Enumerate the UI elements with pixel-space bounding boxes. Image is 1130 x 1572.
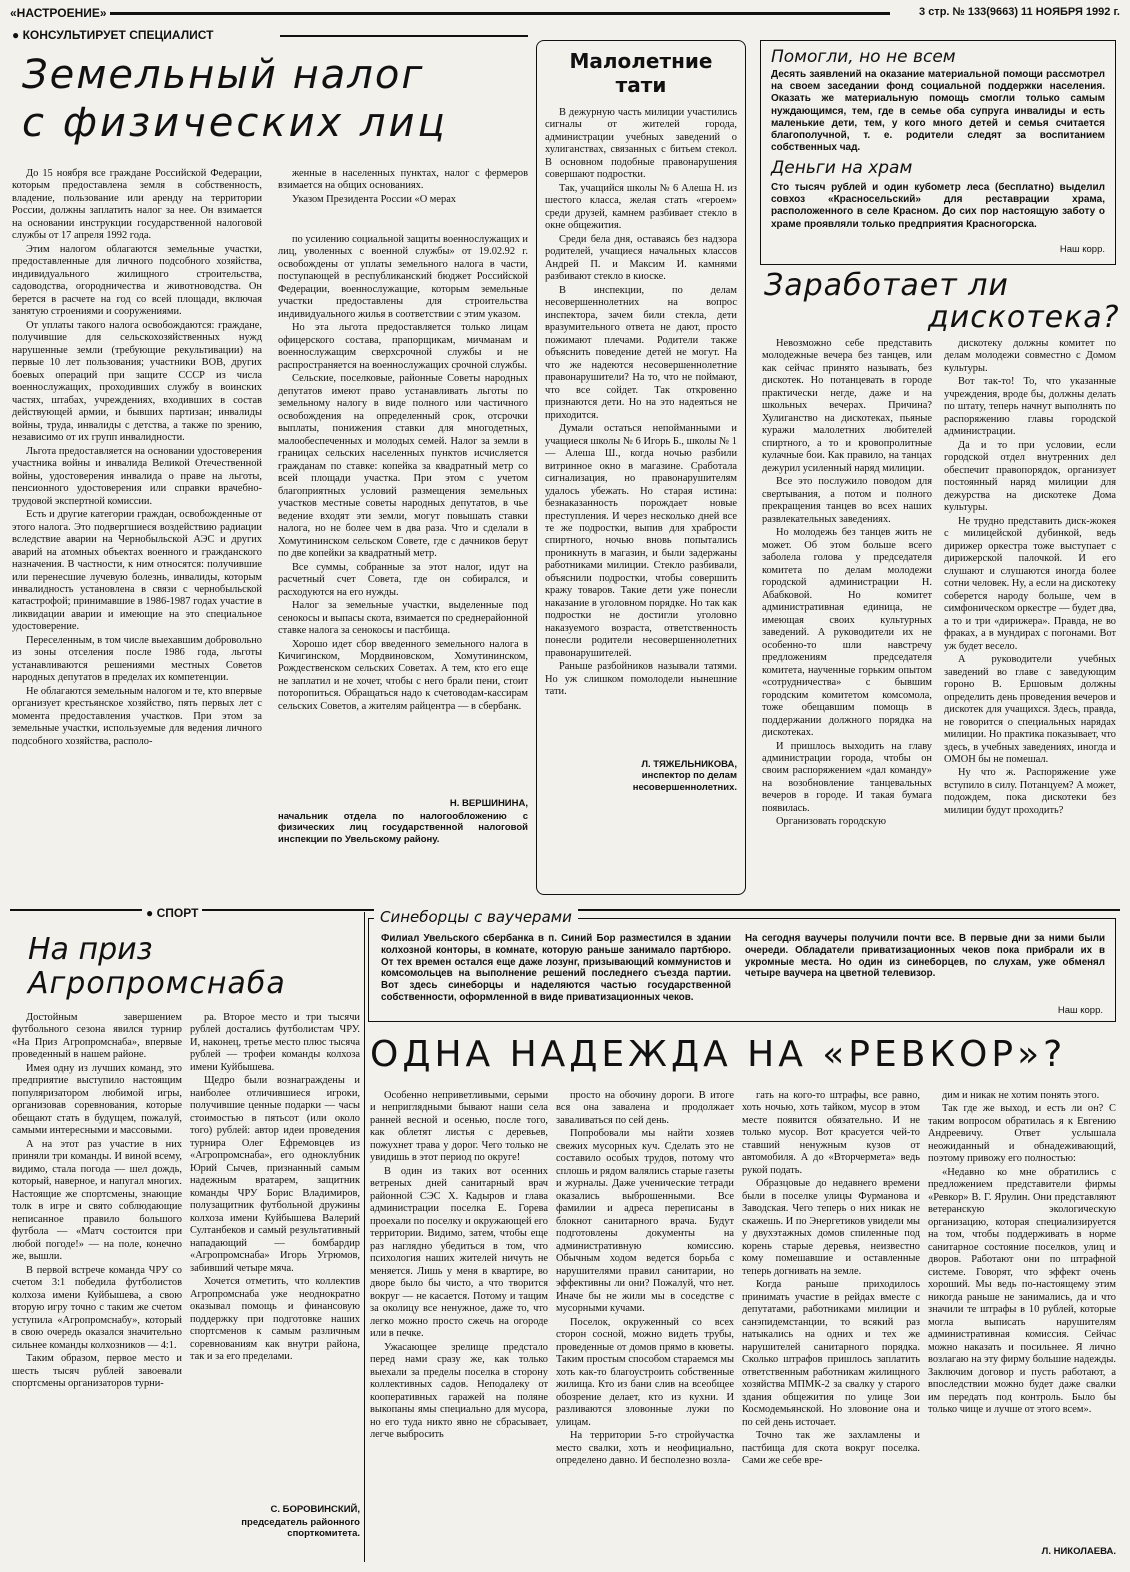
paragraph: Раньше разбойников называли татями. Но уж слишком помолодели нынешние тати. xyxy=(545,661,737,698)
sineb-text-1: Филиал Увельского сбербанка в п. Синий Бор разместился в здании колхозной конторы, в комнате, которую раньше занимало партбюро. От тех времен остался еще даже лозунг, призывающий коммунистов и комсомольцев на выполнение решений последнего съезда партии. Вот здесь синеборцы и наделяются частью государственной собственности, оформленной в виде приватизационных чеков. xyxy=(381,933,731,1003)
paragraph: Но молодежь без танцев жить не может. Об этом больше всего заболела голова у председателя комитета по делам молодежи городской администрации Н. Абабковой. Но комитет административная единица, не имеющая своих культурных заведений. А руководители их не особенно-то шли навстречу предложениям председателя комитета, наученные горьким опытом «сотрудничества» с бывшим городским комитетом комсомола, тоже обещавшим помощь в поддержании должного порядка на дискотеках. xyxy=(762,527,932,739)
tax-column-1 xyxy=(12,168,262,900)
sport-signature-name: С. БОРОВИНСКИЙ, xyxy=(270,1504,360,1515)
paragraph: В первой встрече команда ЧРУ со счетом 3:1 победила футболистов колхоза имени Куйбышева, а свою вторую игру точно с таким же счетом уступила «Агропромснабу», который в свою очередь оказался значительно сильнее команды колхозников — 4:1. xyxy=(12,1264,182,1351)
paragraph: Имея одну из лучших команд, это предприятие выступило настоящим популяризатором любимой игры, организовав соревнования, которые обещают стать в будущем, пожалуй, самыми интересными и массовыми. xyxy=(12,1062,182,1137)
paragraph: На территории 5-го стройучастка место свалки, хоть и неофициально, определено давно. И бесполезно возла- xyxy=(556,1430,734,1467)
tax-title-line2: с физических лиц xyxy=(22,100,448,146)
paragraph: Указом Президента России «О мерах xyxy=(292,193,457,205)
paragraph: по усилению социальной защиты военнослужащих и лиц, уволенных с военной службы» от 19.02.92 г. освобождены от уплаты земельного налога в части, поступающей в республиканский бюджет Российской Федерации, военнослужащие, которым земельные участки предоставлены для строительства индивидуального жилья в соответствии с этим указом. xyxy=(278,234,528,320)
disco-column-2 xyxy=(944,338,1116,898)
revkor-column-3 xyxy=(742,1090,920,1566)
sport-title-line1: На приз xyxy=(28,932,153,967)
paragraph: Организовать городскую xyxy=(776,816,886,828)
temple-text: Сто тысяч рублей и один кубометр леса (бесплатно) выделил совхоз «Красносельский» для реставрации храма, расположенного в селе Красном. До сих пор настоящую заботу о храме проявляли только предприятия Красногорска. xyxy=(771,182,1105,230)
sineb-signature: Наш корр. xyxy=(1057,1005,1103,1016)
paragraph: Переселенным, в том числе выехавшим добровольно из зоны отселения после 1986 года, льготы устанавливаются решениями местных Советов народных депутатов в пределах их компетенции. xyxy=(12,634,262,684)
paragraph: В инспекции, по делам несовершеннолетних на вопрос инспектора, зачем били стекла, дети вразумительного ответа не дают, просто пожимают плечами. Родители также объяснить поведение детей не могут. На что же надеются несовершеннолетние правонарушители? На то, что не поймают, что все сойдет. Так откровенно признаются дети. Но на это надеяться не приходится. xyxy=(545,284,737,421)
paragraph: Точно так же захламлены и пастбища для скота вокруг поселка. Сами же себе вре- xyxy=(742,1430,920,1467)
tati-title-line2: тати xyxy=(615,73,667,97)
tati-title-line1: Малолетние xyxy=(569,49,713,73)
sport-column-2 xyxy=(190,1012,360,1500)
temple-title: Деньги на храм xyxy=(771,158,913,178)
revkor-column-4 xyxy=(928,1090,1116,1542)
tax-rubric: ● КОНСУЛЬТИРУЕТ СПЕЦИАЛИСТ xyxy=(12,28,214,42)
paragraph: Так где же выход, и есть ли он? С таким вопросом обратилась я к Евгению Андреевичу. Ответ услышала неожиданный и обнадеживающий, поэтому привожу его полностью: xyxy=(928,1103,1116,1165)
paragraph: Таким образом, первое место и шесть тысяч рублей завоевали спортсмены организаторов турни- xyxy=(12,1353,182,1390)
tax-rubric-rule xyxy=(280,35,528,37)
sineb-box xyxy=(368,918,1116,1022)
paragraph: Но эта льгота предоставляется только лицам офицерского состава, прапорщикам, мичманам и военнослужащим сверхсрочной службы и не распространяется на военнослужащих срочной службы. xyxy=(278,322,528,371)
paragraph: ра. Второе место и три тысячи рублей достались футболистам ЧРУ. И, наконец, третье место плюс тысяча рублей — трофеи команды колхоза имени Куйбышева. xyxy=(190,1012,360,1073)
paragraph: Невозможно себе представить молодежные вечера без танцев, или как сейчас принято называть, без дискотек. Но потанцевать в городе практически негде, даже и на школьных вечерах. Причина? Хулиганство на дискотеках, пьяные куражи малолетних любителей спиртного, а то и кровопролитные кулачные бои. Как правило, на танцах дежурил усиленный наряд милиции. xyxy=(762,338,932,474)
paragraph: дискотеку должны комитет по делам молодежи совместно с Домом культуры. xyxy=(944,338,1116,374)
paragraph: Ужасающее зрелище предстало перед нами сразу же, как только выехали за пределы поселка в сторону коллективных садов. Неподалеку от кооперативных гаражей на поляне выкопаны ямы специально для мусора, но его туда никто явно не сбрасывает, легче выбросить xyxy=(370,1341,548,1441)
paragraph: Не трудно представить диск-жокея с милицейской дубинкой, ведь дирижер оркестра тоже выступает с дирижерской палочкой. И его слушают и слушаются иногда более сотни человек. Ну, а если на дискотеку соберется народу больше, чем в симфоническом оркестре — будет два, а то и три «дирижера». Правда, не во фраках, а в мундирах с погонами. Вот уж будет весело. xyxy=(944,515,1116,652)
tati-box xyxy=(536,40,746,895)
paragraph: Этим налогом облагаются земельные участки, предоставленные для личного подсобного хозяйства, индивидуального жилищного строительства, садоводства, огородничества и животноводства. Он берется в расчете на год со всей площади, включая занятую строениями и сооружениями. xyxy=(12,243,262,318)
paragraph: В один из таких вот осенних ветреных дней санитарный врач районной СЭС Х. Кадыров и глава администрации поселка Е. Горева проехали по поселку и окружающей его территории. Видимо, затем, чтобы еще раз наглядно убедиться в том, что психология наших жителей ничуть не меняется. Лишь у меня в квартире, во дворе было бы чисто, а что творится вокруг — не касается. Потому и тащим за околицу все ненужное, даже то, что легко можно просто сжечь на огороде или в печке. xyxy=(370,1165,548,1340)
revkor-column-2 xyxy=(556,1090,734,1566)
paragraph: В дежурную часть милиции участились сигналы от жителей города, администрации учебных заведений о хулиганствах, связанных с битьем стекол. В основном подобные правонарушения совершают подростки. xyxy=(545,107,737,181)
paragraph: Попробовали мы найти хозяев свежих мусорных куч. Сделать это не составило особых трудов, потому что сплошь и рядом валялись старые газеты и журналы. Даже ученические тетради оказались выброшенными. Все фамилии и адреса переписаны в блокнот санитарного врача. Будут подготовлены документы на административную комиссию. Обычным ходом ведется борьба с нарушителями правил санитарии, но эффективны ли они? Пожалуй, что нет. Иначе бы не жили мы в соседстве с мусорными кучами. xyxy=(556,1128,734,1315)
paragraph: женные в населенных пунктах, налог с фермеров взимается на общих основаниях. xyxy=(278,168,528,192)
help-title: Помогли, но не всем xyxy=(771,47,956,67)
paragraph: Достойным завершением футбольного сезона явился турнир «На Приз Агропромснаба», впервые проведенный в нашем районе. xyxy=(12,1012,182,1061)
paragraph: Налог за земельные участки, выделенные под сенокосы и выпасы скота, взимается по среднерайонной ставке налога за сенокосы и пастбища. xyxy=(278,600,528,637)
paragraph: просто на обочину дороги. В итоге вся она завалена и продолжает заваливаться по сей день. xyxy=(556,1090,734,1126)
paragraph: Хочется отметить, что коллектив Агропромснаба уже неоднократно оказывал помощь и финансовую поддержку при подготовке наших спортсменов к самым различным соревнованиям как внутри района, так и за его пределами. xyxy=(190,1276,360,1363)
revkor-title: ОДНА НАДЕЖДА НА «РЕВКОР»? xyxy=(370,1034,1067,1075)
tati-text xyxy=(545,107,737,757)
tati-signature-role: инспектор по делам несовершеннолетних. xyxy=(632,770,737,793)
paragraph: От уплаты такого налога освобождаются: граждане, получившие для сельскохозяйственных нужд нарушенные земли (требующие рекультивации) на первые 10 лет пользования; участники ВОВ, других боевых операций при защите СССР из числа военнослужащих, проходивших службу в воинских частях, штабах, учреждениях, входивших в состав действующей армии, и бывших партизан; инвалиды войны, труда, инвалиды с детства, а также по зрению, независимо от их групп инвалидности. xyxy=(12,319,262,444)
paragraph: Сельские, поселковые, районные Советы народных депутатов имеют право устанавливать льготы по земельному налогу в виде полного или частичного освобождения на определенный срок, отсрочки выплаты, понижения ставки для многодетных, малообеспеченных и молодых семей. Налог за земли в границах сельских населенных пунктов исчисляется гражданам по ставке: копейка за квадратный метр со всей площади участка. При этом с учетом благоприятных условий размещения земельных участков местные советы народных депутатов, в чье ведение входят эти земли, могут повышать ставки налога, но не более чем в два раза. Что и сделали в Хомутининском сельском Совете, где с дачников берут по две копейки за квадратный метр. xyxy=(278,373,528,560)
revkor-signature: Л. НИКОЛАЕВА. xyxy=(1041,1546,1116,1557)
paragraph: Образцовые до недавнего времени были в поселке улицы Фурманова и Заводская. Чего теперь о них никак не скажешь. И по Энергетиков увидели мы у двухэтажных домов спиленные под корень старые деревья, неизвестно кому помешавшие и оставленные теперь догнивать на земле. xyxy=(742,1178,920,1277)
paragraph: Есть и другие категории граждан, освобожденные от этого налога. Это подвергшиеся воздействию радиации вследствие аварии на Чернобыльской АЭС и других аварий на атомных объектах военного и гражданского назначения. В частности, к ним относятся: получившие или перенесшие лучевую болезнь, инвалиды, которым инвалидность установлена в связи с чернобыльской катастрофой; принимавшие в 1986-1987 годах участие в ликвидации аварии и имеющие на это специальное удостоверение. xyxy=(12,509,262,633)
paragraph: Все это послужило поводом для свертывания, а потом и полного прекращения танцев во всех наших развлекательных заведениях. xyxy=(762,476,932,525)
tax-title-line1: Земельный налог xyxy=(22,52,425,98)
help-text: Десять заявлений на оказание материальной помощи рассмотрел на своем заседании фонд социальной поддержки населения. Оказать же материальную помощь смогли только самым нуждающимся, тем, где в семье оба супруга инвалиды и есть маленькие дети, тем, у кого много детей и семья считается благополучной, т. е. родители следят за воспитанием собственных чад. xyxy=(771,69,1105,154)
help-box xyxy=(760,40,1116,265)
disco-title-line1: Заработает ли xyxy=(764,268,1009,303)
paragraph: Среди бела дня, оставаясь без надзора родителей, учащиеся начальных классов Андрей П. и Максим И. камнями разбивают стекло в киоске. xyxy=(545,233,737,283)
tax-column-2a xyxy=(278,168,528,226)
tati-signature-name: Л. ТЯЖЕЛЬНИКОВА, xyxy=(641,759,737,770)
paragraph: Думали остаться непойманными и учащиеся школы № 6 Игорь Б., школы № 1 — Алеша Ш., когда ночью разбили витринное окно в магазине. Сработала сигнализация, но правонарушителям удалось убежать. Но старая истина: безнаказанность порождает новые преступления. И через несколько дней все те же подростки, выпив для храбрости спиртного, ночью вновь попытались проникнуть в магазин, и были задержаны работниками милиции. Стекло разбивали, объяснили подростки, чтобы совершить кражу товаров. Такие дети уже понесли наказание в уголовном порядке. Но так как подростки не достигли уголовно наказуемого возраста, ответственность понесли родители несовершеннолетних правонарушителей. xyxy=(545,423,737,659)
paragraph: Так, учащийся школы № 6 Алеша Н. из шестого класса, желая стать «героем» среди друзей, камнем разбивает стекло в окне общежития. xyxy=(545,182,737,232)
disco-column-1 xyxy=(762,338,932,898)
tax-signature-name: Н. ВЕРШИНИНА, xyxy=(449,798,528,809)
paragraph: «Недавно ко мне обратились с предложением представители фирмы «Ревкор» В. Г. Ярулин. Они представляют ветеранскую экологическую организацию, которая специализируется на том, чтобы поддерживать в норме санитарное состояние поселков, улиц и дворов. Работают они по штрафной системе. Говорят, что эффект очень хороший. Мы ведь по-настоящему этим никогда раньше не занимались, да и что значили те штрафы в 10 рублей, которые могла выписать нарушителям административная комиссия. Сейчас можно наказать и посильнее. Я лично возлагаю на эту фирму большие надежды. Заключим договор и пусть работают, а впоследствии можно будет даже свалки им передать под контроль. Было бы только чище и лучше от этого всем». xyxy=(928,1166,1116,1416)
paragraph: Поселок, окруженный со всех сторон сосной, можно видеть трубы, проведенные от домов прямо в кюветы. Таким простым способом стараемся мы хоть как-то благоустроить собственные жилища. Кто из бани слив на всеобщее обозрение делает, кто из кухни. И разливаются зловонные лужи по улицам. xyxy=(556,1316,734,1428)
paragraph: гать на кого-то штрафы, все равно, хоть ночью, хоть тайком, мусор в этом месте появится обязательно. И не только мусор. Вот красуется чей-то ставший ненужным кузов от автомобиля. А до «Вторчермета» ведь рукой подать. xyxy=(742,1090,920,1176)
paragraph: Все суммы, собранные за этот налог, идут на расчетный счет Совета, где он собирался, и расходуются на его нужды. xyxy=(278,561,528,598)
revkor-column-1 xyxy=(370,1090,548,1566)
tax-signature-role: начальник отдела по налогообложению с физических лиц государственной налоговой инспекции по Увельскому району. xyxy=(278,811,528,845)
tax-column-2b xyxy=(278,234,528,796)
disco-title-line2: дискотека? xyxy=(928,300,1120,335)
issue-info: 3 стр. № 133(9663) 11 НОЯБРЯ 1992 г. xyxy=(919,6,1120,18)
paragraph: Хорошо идет сбор введенного земельного налога в Кичигинском, Мордвиновском, Хомутининском, Рождественском сельских Советах. А тем, кто его еще не заплатил и не хочет, чтобы с него брали пени, стоит поторопиться. Обращаться надо к счетоводам-кассирам сельских Советов, а жителям райцентра — в сбербанк. xyxy=(278,638,528,712)
paragraph: Вот так-то! То, что указанные учреждения, вроде бы, должны делать по штату, теперь начнут выполнять по распоряжению главы городской администрации. xyxy=(944,376,1116,438)
sport-title-line2: Агропромснаба xyxy=(28,966,286,1001)
paper-name: «НАСТРОЕНИЕ» xyxy=(10,6,107,20)
paragraph: До 15 ноября все граждане Российской Федерации, которым предоставлена земля в собственность, владение, пользование или аренду на территории России, должны заплатить налог за нее. Он взимается на основании инструкции государственной налоговой службы от 17 апреля 1992 года. xyxy=(12,168,262,242)
paragraph: А на этот раз участие в них приняли три команды. И виной всему, видимо, стала погода — шел дождь, который, наверное, и напугал многих. Настоящие же спортсмены, знающие толк в игре и свято соблюдающие неписанное правило большого футбола — «Матч состоится при любой погоде!» — на поле, конечно же, вышли. xyxy=(12,1138,182,1263)
paragraph: И пришлось выходить на главу администрации города, чтобы он своим распоряжением «дал команду» на возобновление танцевальных вечеров в городе. И такая бумага появилась. xyxy=(762,740,932,814)
paragraph: Да и то при условии, если городской отдел внутренних дел обеспечит правопорядок, организует постоянный наряд милиции для дежурства на дискотеке Дома культуры. xyxy=(944,439,1116,514)
sineb-title: Синеборцы с ваучерами xyxy=(374,908,578,926)
sineb-text-2: На сегодня ваучеры получили почти все. В первые дни за ними были очереди. Обладатели приватизационных чеков пока прибрали их в укромные места. Но один из синеборцев, по слухам, уже обменял четыре ваучера на цветной телевизор. xyxy=(745,933,1105,980)
sport-side-rule xyxy=(364,912,365,1562)
header-rule xyxy=(110,12,890,15)
sport-rubric: ● СПОРТ xyxy=(142,906,202,920)
rubric-dot-icon: ● xyxy=(12,28,20,42)
paragraph: Не облагаются земельным налогом и те, кто впервые организует крестьянское хозяйство, пять первых лет с момента предоставления участков. При этом за земельные участки, используемые для ведения личного подсобного хозяйства, располо- xyxy=(12,685,262,747)
sport-signature-role: председатель районного спорткомитета. xyxy=(241,1517,360,1540)
paragraph: Щедро были вознаграждены и наиболее отличившиеся игроки, получившие ценные подарки — часы стоимостью в пятьсот (или около того) рублей: автор идеи проведения турнира Олег Ефремовцев из «Агропромснаба», его одноклубник Юрий Сычев, признанный самым надежным вратарем, защитник команды ЧРУ Борис Владимиров, полузащитник футбольной дружины колхоза имени Куйбышева Валерий Султанбеков и самый результативный нападающий — бомбардир «Агропромснаба» Игорь Угрюмов, забивший четыре мяча. xyxy=(190,1075,360,1274)
paragraph: Льгота предоставляется на основании удостоверения участника войны и инвалида Великой Отечественной войны, удостоверения инвалида о праве на льготы, пенсионного удостоверения или справки врачебно-трудовой экспертной комиссии. xyxy=(12,445,262,507)
paragraph: А руководители учебных заведений во главе с заведующим гороно В. Ершовым должны определить день проведения вечеров и дискотек для учащихся. Здесь, правда, не говорится о специальных нарядах милиции. Но практика показывает, что здесь, в учебных заведениях, иногда и ОМОН бы не помешал. xyxy=(944,654,1116,765)
rubric-dot-icon: ● xyxy=(146,906,154,920)
sport-column-1 xyxy=(12,1012,182,1560)
paragraph: дим и никак не хотим понять этого. xyxy=(942,1090,1100,1101)
paragraph: Особенно неприветливыми, серыми и неприглядными бывают наши села ранней весной и осенью, после того, как облетят листья с деревьев, пожухнет трава у дорог. Чего только не увидишь в этот период по округе! xyxy=(370,1090,548,1164)
masthead xyxy=(10,6,1120,24)
paragraph: Когда раньше приходилось принимать участие в рейдах вместе с депутатами, работниками милиции и санэпидемстанции, то всякий раз натыкались на одних и тех же нарушителей санитарного порядка. Сколько штрафов пришлось заплатить ответственным работникам жилищного хозяйства МПМК-2 за свалку у старого здания общежития по улице Зои Космодемьянской. Но зловоние она и по сей день источает. xyxy=(742,1279,920,1428)
paragraph: Ну что ж. Распоряжение уже вступило в силу. Потанцуем? А может, подождем, пока дискотеки без милиции будут проходить? xyxy=(944,767,1116,816)
help-signature: Наш корр. xyxy=(1059,244,1105,255)
